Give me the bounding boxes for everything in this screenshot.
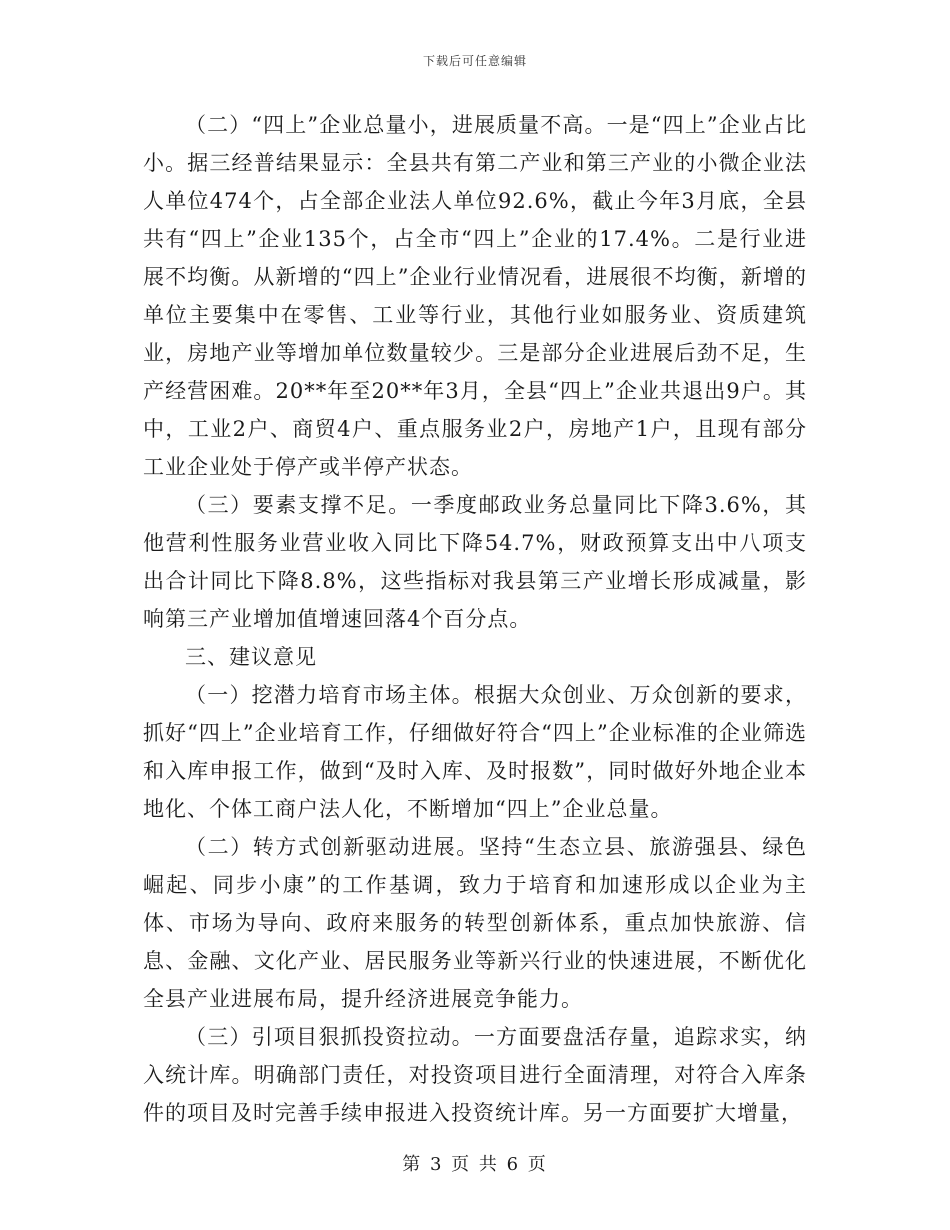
page-header: 下载后可任意编辑 — [422, 54, 527, 68]
paragraph-suggestion-2: （二）转方式创新驱动进展。坚持“生态立县、旅游强县、绿色崛起、同步小康”的工作基调，致力于培育和加速形成以企业为主体、市场为导向、政府来服务的转型创新体系，重点加快旅游、信息、金融、文化产业、居民服务业等新兴行业的快速进展，不断优化全县产业进展布局，提升经济进展竞争能力。 — [143, 835, 807, 1011]
paragraph-factors: （三）要素支撑不足。一季度邮政业务总量同比下降3.6%，其他营利性服务业营业收入同比下降54.7%，财政预算支出中八项支出合计同比下降8.8%，这些指标对我县第三产业增长形成减量，影响第三产业增加值增速回落4个百分点。 — [143, 493, 807, 631]
document-body — [143, 106, 807, 1132]
paragraph-suggestion-1: （一）挖潜力培育市场主体。根据大众创业、万众创新的要求，抓好“四上”企业培育工作，仔细做好符合“四上”企业标准的企业筛选和入库申报工作，做到“及时入库、及时报数”，同时做好外地企业本地化、个体工商户法人化，不断增加“四上”企业总量。 — [143, 683, 807, 821]
paragraph-suggestion-3: （三）引项目狠抓投资拉动。一方面要盘活存量，追踪求实，纳入统计库。明确部门责任，对投资项目进行全面清理，对符合入库条件的项目及时完善手续申报进入投资统计库。另一方面要扩大增量， — [143, 1025, 807, 1125]
paragraph-status-total: （二）“四上”企业总量小，进展质量不高。一是“四上”企业占比小。据三经普结果显示：全县共有第二产业和第三产业的小微企业法人单位474个，占全部企业法人单位92.6%，截止今年3月底，全县共有“四上”企业135个，占全市“四上”企业的17.4%。二是行业进展不均衡。从新增的“四上”企业行业情况看，进展很不均衡，新增的单位主要集中在零售、工业等行业，其他行业如服务业、资质建筑业，房地产业等增加单位数量较少。三是部分企业进展后劲不足，生产经营困难。20**年至20**年3月，全县“四上”企业共退出9户。其中，工业2户、商贸4户、重点服务业2户，房地产1户，且现有部分工业企业处于停产或半停产状态。 — [143, 113, 807, 479]
section-heading-suggestions: 三、建议意见 — [185, 645, 317, 669]
page-footer: 第 3 页 共 6 页 — [402, 1154, 548, 1175]
